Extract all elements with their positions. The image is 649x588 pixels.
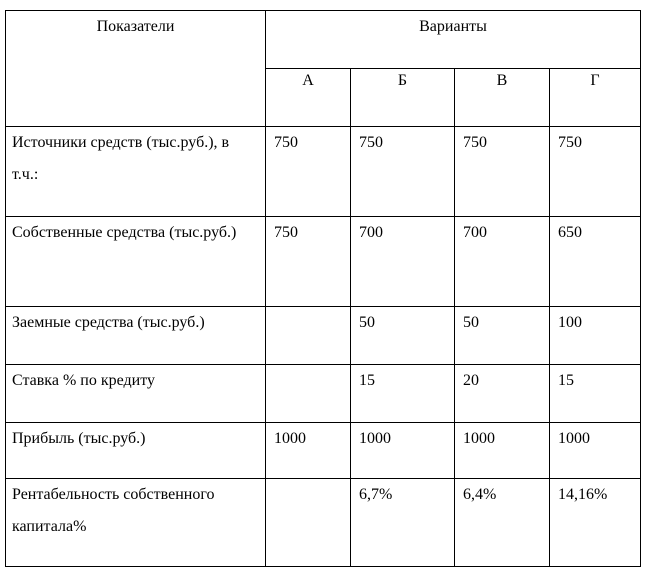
cell-value [266,365,351,423]
cell-value: 750 [455,127,550,217]
cell-value: 750 [351,127,455,217]
cell-value: 750 [266,127,351,217]
row-label: Ставка % по кредиту [6,365,266,423]
cell-value: 1000 [266,423,351,479]
table-row [6,307,641,365]
cell-value: 750 [550,127,641,217]
row-label: Прибыль (тыс.руб.) [6,423,266,479]
cell-value: 50 [351,307,455,365]
cell-value: 15 [550,365,641,423]
col-header-b: Б [351,69,455,127]
cell-value: 15 [351,365,455,423]
cell-value: 1000 [550,423,641,479]
cell-value: 700 [351,217,455,307]
table-row [6,127,641,217]
row-label: Собственные средства (тыс.руб.) [6,217,266,307]
col-header-a: А [266,69,351,127]
col-header-g: Г [550,69,641,127]
cell-value: 20 [455,365,550,423]
row-label: Рентабельность собственного капитала% [6,479,266,567]
header-variants: Варианты [266,11,641,69]
data-table [5,10,641,567]
row-label: Заемные средства (тыс.руб.) [6,307,266,365]
header-row [6,11,641,69]
col-header-v: В [455,69,550,127]
table-row [6,479,641,567]
cell-value: 50 [455,307,550,365]
cell-value [266,307,351,365]
row-label: Источники средств (тыс.руб.), в т.ч.: [6,127,266,217]
cell-value: 14,16% [550,479,641,567]
cell-value: 6,4% [455,479,550,567]
table-row [6,217,641,307]
cell-value: 1000 [455,423,550,479]
cell-value [266,479,351,567]
header-indicators: Показатели [6,11,266,127]
cell-value: 700 [455,217,550,307]
table-row [6,365,641,423]
cell-value: 6,7% [351,479,455,567]
cell-value: 650 [550,217,641,307]
table-row [6,423,641,479]
cell-value: 100 [550,307,641,365]
cell-value: 1000 [351,423,455,479]
cell-value: 750 [266,217,351,307]
